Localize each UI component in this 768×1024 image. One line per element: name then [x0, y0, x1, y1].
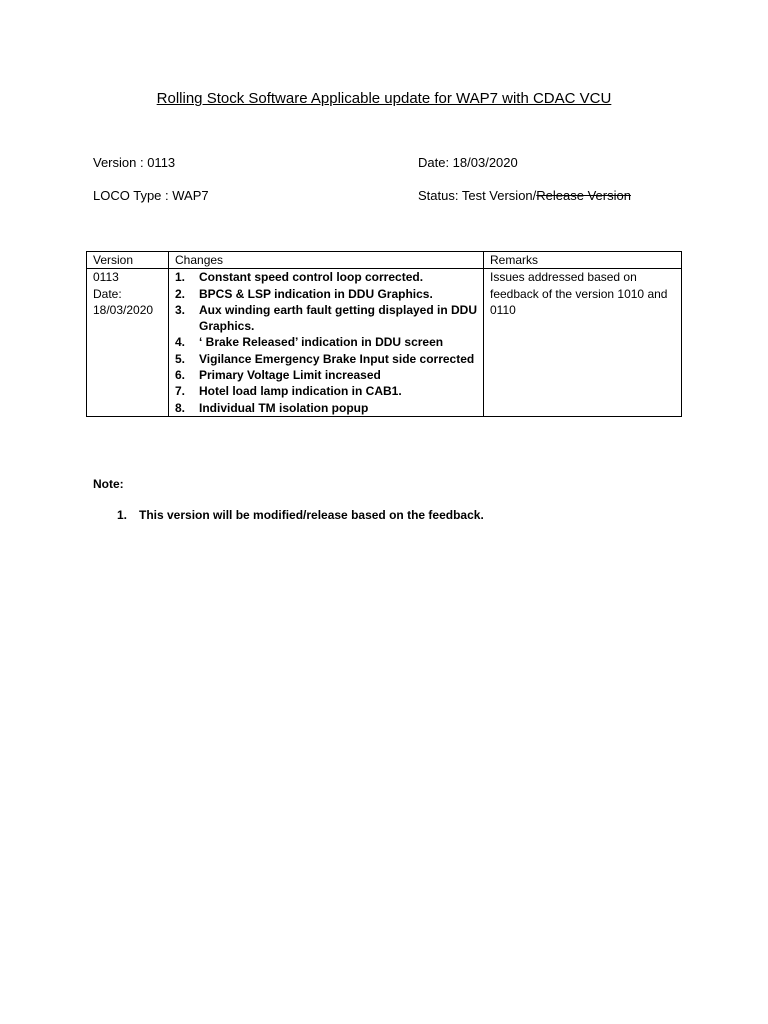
status-release-version-struck: Release Version [536, 188, 631, 203]
list-item [175, 269, 477, 285]
version-number: 0113 [93, 270, 119, 285]
loco-type-field: LOCO Type : WAP7 [93, 188, 209, 203]
list-item-number: 7. [175, 384, 186, 399]
note-item-number: 1. [117, 508, 128, 522]
list-item-text: Individual TM isolation popup [199, 400, 369, 415]
list-item-number: 5. [175, 351, 186, 366]
list-item-number: 4. [175, 335, 186, 350]
note-item [117, 508, 484, 522]
header-remarks: Remarks [484, 252, 682, 269]
table-header-row [87, 252, 682, 269]
list-item-number: 2. [175, 286, 186, 301]
cell-changes [169, 269, 484, 417]
list-item-number: 3. [175, 302, 186, 317]
list-item [175, 286, 477, 302]
list-item-text: ‘ Brake Released’ indication in DDU screen [199, 335, 444, 350]
list-item-number: 6. [175, 368, 186, 383]
list-item-text: Vigilance Emergency Brake Input side corrected [199, 351, 475, 366]
version-date-value: 18/03/2020 [93, 302, 154, 317]
list-item-text: BPCS & LSP indication in DDU Graphics. [199, 286, 433, 301]
list-item-text: Hotel load lamp indication in CAB1. [199, 384, 402, 399]
changes-table [86, 251, 682, 417]
list-item [175, 302, 477, 335]
list-item-text: Constant speed control loop corrected. [199, 270, 424, 285]
list-item-number: 1. [175, 270, 186, 285]
table-row [87, 269, 682, 417]
note-label: Note: [93, 477, 124, 491]
header-changes: Changes [169, 252, 484, 269]
date-field: Date: 18/03/2020 [418, 155, 518, 170]
list-item [175, 367, 477, 383]
version-date-label: Date: [93, 286, 122, 301]
cell-version [87, 269, 169, 417]
document-title: Rolling Stock Software Applicable update for WAP7 with CDAC VCU [156, 90, 612, 107]
list-item-number: 8. [175, 400, 186, 415]
list-item-text: Primary Voltage Limit increased [199, 368, 381, 383]
list-item [175, 351, 477, 367]
status-field [418, 188, 631, 203]
list-item-text: Aux winding earth fault getting displayed in DDU Graphics. [199, 302, 478, 334]
status-test-version: Status: Test Version/ [418, 188, 537, 203]
header-version: Version [87, 252, 169, 269]
change-list [175, 269, 477, 416]
version-field: Version : 0113 [93, 155, 176, 170]
list-item [175, 400, 477, 416]
list-item [175, 334, 477, 350]
cell-remarks: Issues addressed based on feedback of the version 1010 and 0110 [484, 269, 682, 417]
list-item [175, 383, 477, 399]
note-item-text: This version will be modified/release based on the feedback. [139, 508, 484, 522]
